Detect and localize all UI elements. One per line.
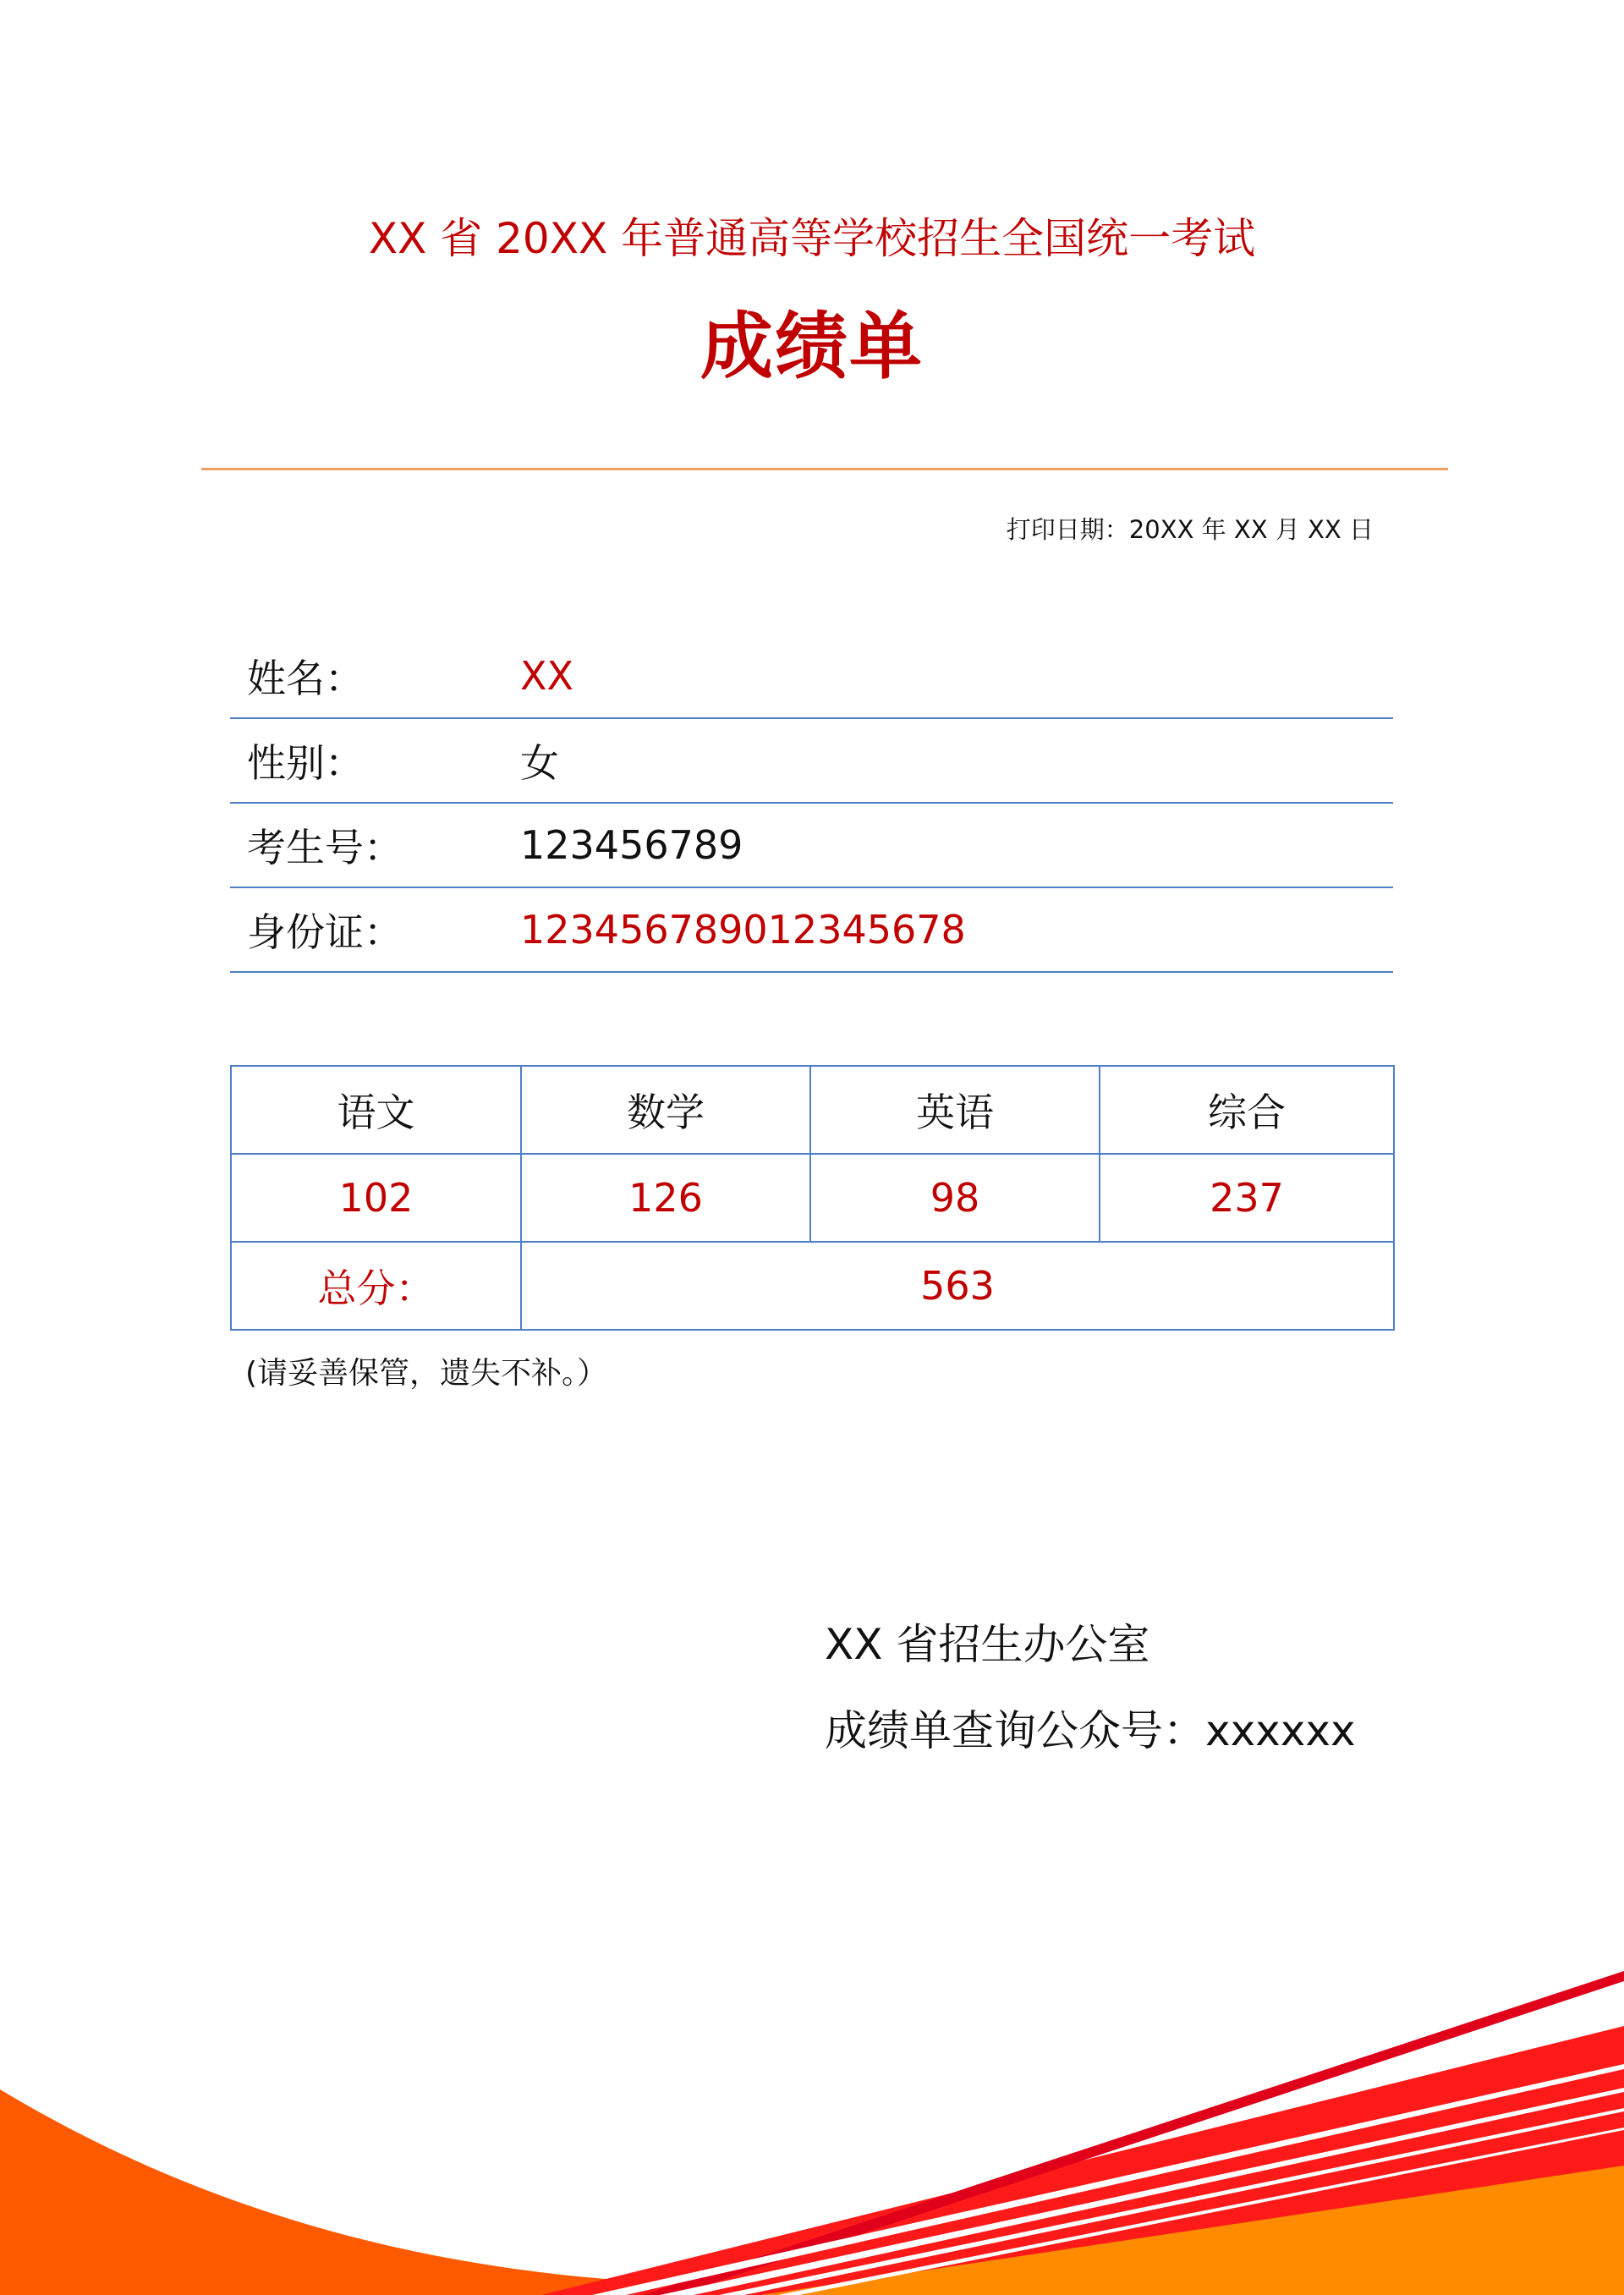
keep-safe-note: (请妥善保管，遗失不补。） bbox=[245, 1356, 608, 1391]
query-account: 成绩单查询公众号：xxxxxx bbox=[825, 1706, 1356, 1755]
info-row-gender bbox=[230, 719, 1393, 804]
id-value: 123456789012345678 bbox=[520, 907, 966, 953]
candidate-info bbox=[230, 634, 1393, 973]
decor-white-streak-4 bbox=[778, 2128, 1624, 2295]
info-row-name bbox=[230, 634, 1393, 719]
subject-math: 数学 bbox=[521, 1066, 810, 1154]
score-chinese: 102 bbox=[231, 1154, 521, 1242]
gender-value: 女 bbox=[520, 740, 559, 786]
subject-chinese: 语文 bbox=[231, 1066, 521, 1154]
subject-comprehensive: 综合 bbox=[1100, 1066, 1394, 1154]
exam-no-value: 123456789 bbox=[520, 822, 743, 868]
issuing-office: XX 省招生办公室 bbox=[825, 1620, 1150, 1669]
decor-white-streak-2 bbox=[660, 2088, 1624, 2295]
score-header-row bbox=[231, 1066, 1394, 1154]
score-table bbox=[230, 1065, 1395, 1331]
decor-white-streak-1 bbox=[592, 2064, 1624, 2295]
name-label: 姓名： bbox=[247, 656, 364, 701]
score-value-row bbox=[231, 1154, 1394, 1242]
decor-red-wedge bbox=[541, 2026, 1624, 2295]
score-total-row bbox=[231, 1242, 1394, 1330]
gender-label: 性别： bbox=[247, 740, 364, 786]
decor-orange-band bbox=[761, 2166, 1624, 2295]
name-value: XX bbox=[520, 653, 574, 699]
total-label: 总分： bbox=[231, 1242, 521, 1330]
score-english: 98 bbox=[810, 1154, 1100, 1242]
decor-orange-wave bbox=[0, 2089, 1624, 2295]
header-divider bbox=[201, 468, 1448, 470]
info-row-id bbox=[230, 888, 1393, 973]
info-row-exam-no bbox=[230, 804, 1393, 888]
total-value: 563 bbox=[521, 1242, 1394, 1330]
page-title: 成绩单 bbox=[700, 305, 924, 389]
score-comprehensive: 237 bbox=[1100, 1154, 1394, 1242]
id-label: 身份证： bbox=[247, 909, 403, 955]
score-math: 126 bbox=[521, 1154, 810, 1242]
subject-english: 英语 bbox=[810, 1066, 1100, 1154]
exam-no-label: 考生号： bbox=[247, 825, 403, 870]
print-date: 打印日期：20XX 年 XX 月 XX 日 bbox=[1006, 515, 1374, 544]
decor-red-streak bbox=[643, 1971, 1624, 2295]
exam-subtitle: XX 省 20XX 年普通高等学校招生全国统一考试 bbox=[368, 214, 1256, 263]
decor-white-streak-3 bbox=[719, 2108, 1624, 2295]
